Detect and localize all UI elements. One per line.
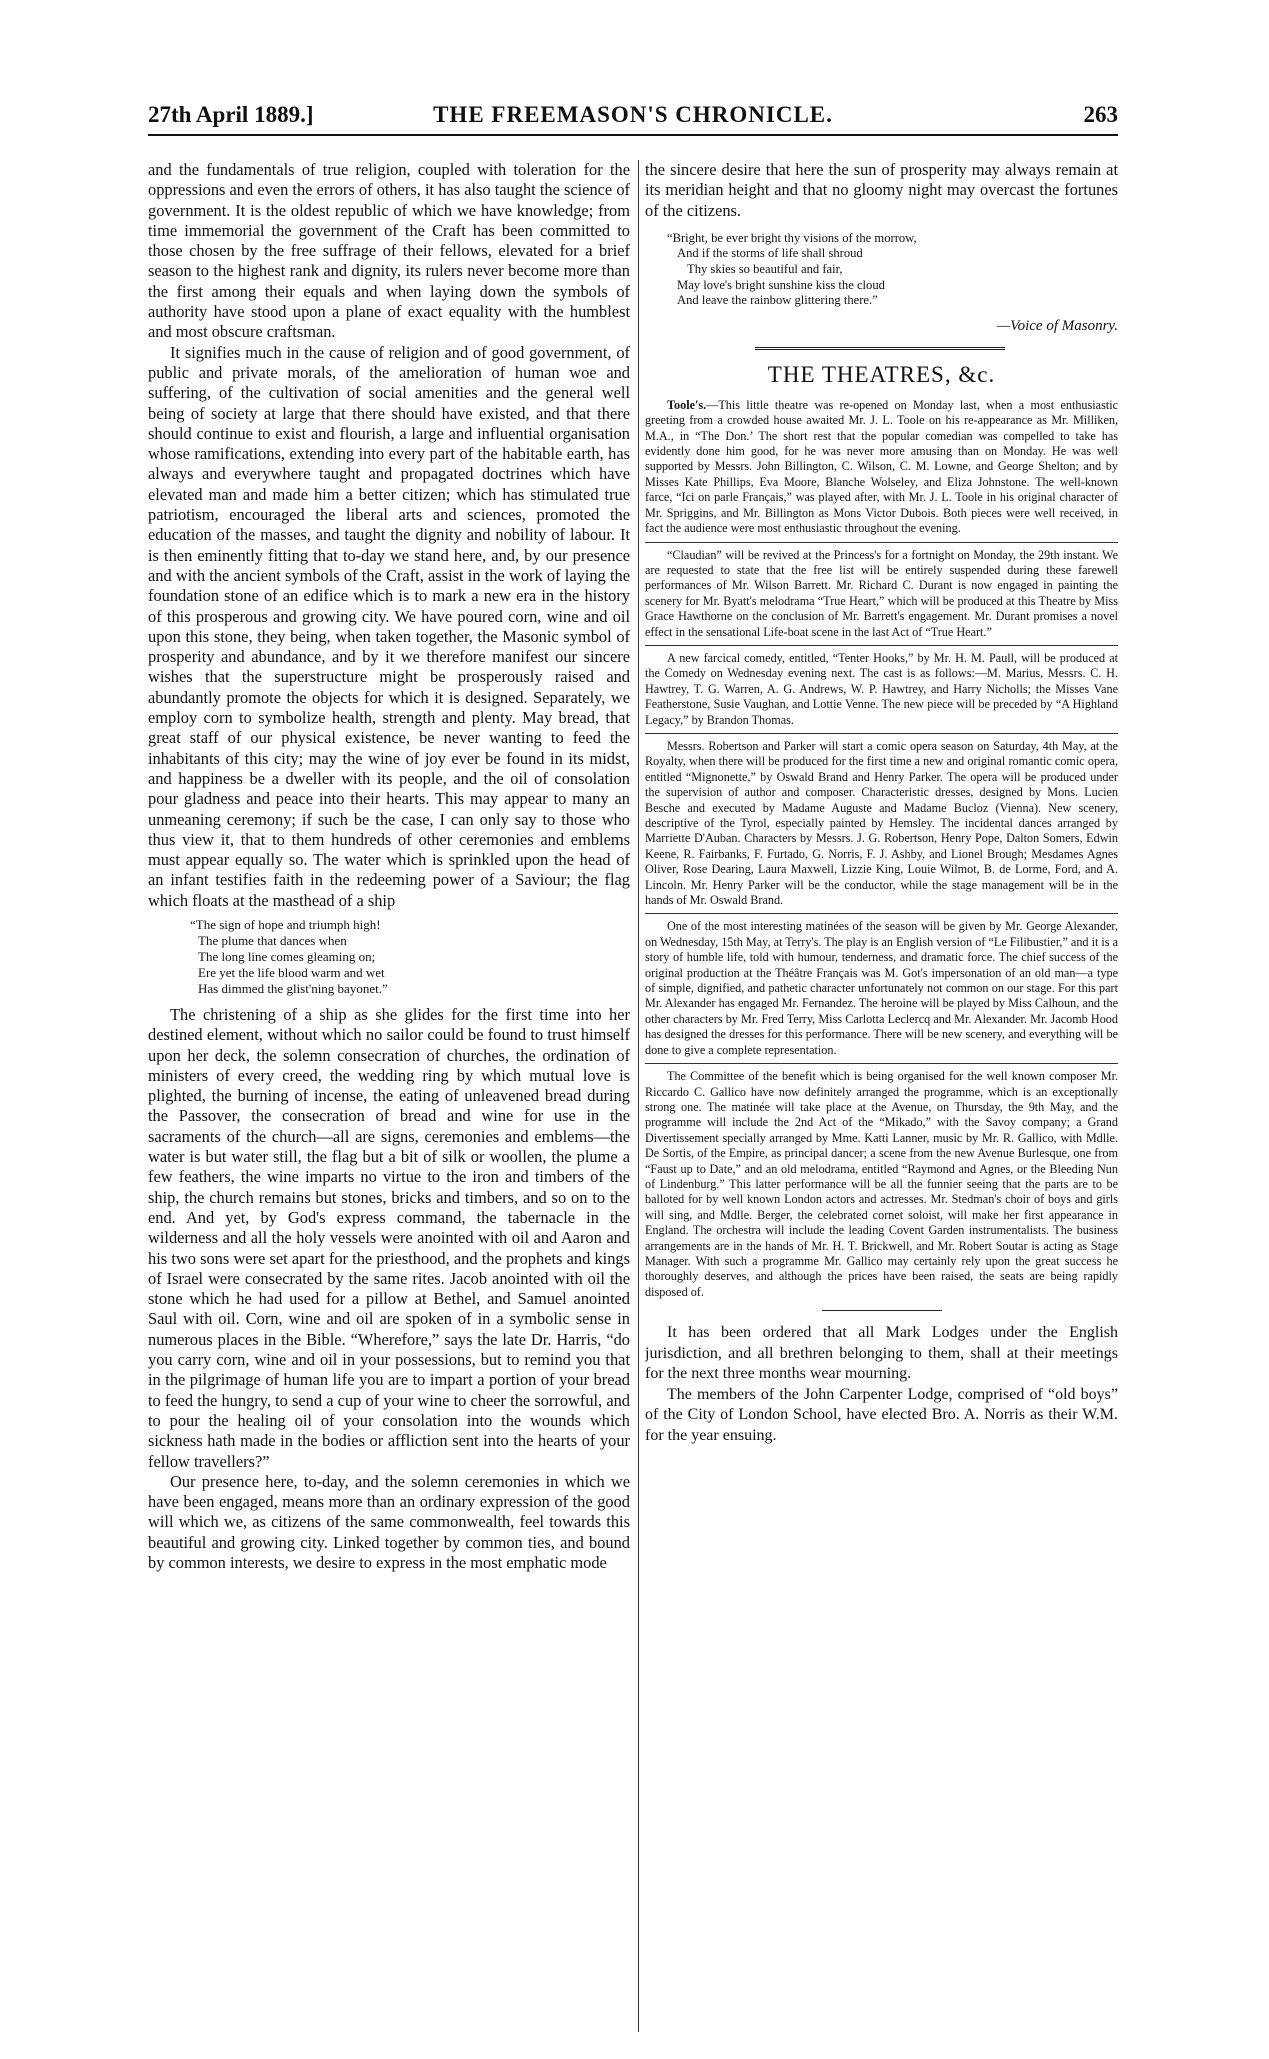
right-verse-line-3: Thy skies so beautiful and fair, (687, 262, 843, 277)
theatre-item-matinee: One of the most interesting matinées of the season will be given by Mr. George Alexander, on Wednesday, 15th May, at Terry's. The play is an English version of “Le Filibustier,” and it is a story of humble life, told with humour, tenderness, and dramatic force. The chief success of the original production at the Théâtre Français was M. Got's impersonation of an old man—a type of simple, dignified, and pathetic character unfortunately not common on our stage. For this part Mr. Alexander has engaged Mr. Fernandez. The heroine will be played by Miss Calhoun, and the other characters by Mr. Fred Terry, Miss Carlotta Leclercq and Mr. Alexander. Mr. Jacomb Hood has designed the dresses for this performance. There will be new scenery, and everything will be done to give a complete representation. (645, 919, 1118, 1057)
right-verse-line-2: And if the storms of life shall shroud (677, 246, 863, 261)
theatre-item-toole (645, 398, 1118, 537)
theatre-item-gallico-benefit: The Committee of the benefit which is being organised for the well known composer Mr. Riccardo C. Gallico have now definitely arranged the programme, which is an exceptionally strong one. The matinée will take place at the Avenue, on Thursday, the 9th May, and the programme will include the 2nd Act of the “Mikado,” with the Savoy company; a Grand Divertissement specially arranged by Mme. Katti Lanner, music by Mr. R. Gallico, with Mdlle. De Sortis, of the Empire, as principal dancer; a scene from the new Avenue Burlesque, one from “Faust up to Date,” and an old melodrama, entitled “Raymond and Agnes, or the Bleeding Nun of Lindenburg.” This latter performance will be all the funnier seeing that the parts are to be balloted for by well known London actors and actresses. Mr. Stedman's choir of boys and girls will sing, and Mdlle. Berger, the celebrated cornet soloist, will make her first appearance in England. The orchestra will include the leading Covent Garden instrumentalists. The business arrangements are in the hands of Mr. H. T. Brickwell, and Mr. Robert Soutar is acting as Stage Manager. With such a programme Mr. Gallico may certainly rely upon the great success he thoroughly deserves, and although the prices have been raised, the seats are being rapidly disposed of. (645, 1069, 1118, 1299)
masthead (148, 100, 1118, 130)
item-separator (645, 542, 1118, 543)
left-verse-line-2: The plume that dances when (198, 932, 347, 948)
masthead-rule (148, 134, 1118, 136)
left-column (148, 160, 630, 2032)
left-verse-line-4: Ere yet the life blood warm and wet (198, 964, 385, 980)
right-verse-line-1: “Bright, be ever bright thy visions of the morrow, (667, 230, 917, 245)
theatre-item-tenter-hooks: A new farcical comedy, entitled, “Tenter Hooks,” by Mr. H. M. Paull, will be produced at the Comedy on Wednesday evening next. The cast is as follows:—M. Marius, Messrs. C. H. Hawtrey, T. G. Warren, A. G. Andrews, W. P. Hawtrey, and Harry Nicholls; the Misses Vane Featherstone, Susie Vaughan, and Lottie Venne. The new piece will be preceded by “A Highland Legacy,” by Brandon Thomas. (645, 650, 1118, 727)
left-verse (190, 917, 630, 997)
notice-mark-lodges: It has been ordered that all Mark Lodges under the English jurisdiction, and all brethren belonging to them, shall at their meetings for the next three months wear mourning. (645, 1324, 1118, 1383)
left-verse-line-5: Has dimmed the glist'ning bayonet.” (198, 980, 388, 996)
item-text: —This little theatre was re-opened on Monday last, when a most enthusiastic greeting from a crowded house awaited Mr. J. L. Toole on his re-appearance as Mr. Milliken, M.A., in “The Don.’ The short rest that the popular comedian was compelled to take has evidently done him good, for he was never more amusing than on Monday. He was well supported by Messrs. John Billington, C. Wilson, C. M. Lowne, and George Shelton; and by Misses Kate Phillips, Eva Moore, Blanche Wolseley, and Eliza Johnstone. The well-known farce, “Ici on parle Français,” was played after, with Mr. J. L. Toole in his original character of Mr. Spriggins, and Mr. Billington as Mons Victor Dubois. Both pieces were well received, in fact the audience were most enthusiastic throughout the evening. (645, 397, 1118, 536)
right-column (645, 160, 1118, 2032)
item-separator (645, 733, 1118, 734)
left-para-3: The christening of a ship as she glides for the first time into her destined element, without which no sailor could be found to trust himself upon her deck, the solemn consecration of churches, the ordination of ministers of every creed, the wedding ring by which mutual love is plighted, the burning of incense, the eating of unleavened bread during the Passover, the consecration of bread and wine for use in the sacraments of the church—all are signs, ceremonies and emblems—the water is but water still, the flag but a bit of silk or woollen, the plume a few feathers, the wine imparts no virtue to the iron and timbers of the ship, the church remains but stones, bricks and timbers, and so on to the end. And yet, by God's express command, the tabernacle in the wilderness and all the holy vessels were anointed with oil and Aaron and his two sons were set apart for the priesthood, and the prophets and kings of Israel were consecrated by the same rites. Jacob anointed with oil the stone which he had used for a pillow at Bethel, and Samuel anointed Saul with oil. Corn, wine and oil are spoken of in a symbolic sense in numerous places in the Bible. “Wherefore,” says the late Dr. Harris, “do you carry corn, wine and oil in your possessions, but to remind you that in the pilgrimage of human life you are to impart a portion of your bread to feed the hungry, to send a cup of your wine to cheer the sorrowful, and to pour the healing oil of your consolation into the wounds which sickness hath made in the bodies or affliction sent into the hearts of your fellow travellers?” (148, 1004, 630, 1471)
left-para-2: It signifies much in the cause of religion and of good government, of public and private morals, of the amelioration of human woe and suffering, of the cultivation of social amenities and the general well being of society at large that there should have existed, and that there should continue to exist and flourish, a large and influential organisation whose ramifications, extending into every part of the habitable earth, has always and everywhere taught and propagated doctrines which have elevated man and made him a better citizen; which has stimulated true patriotism, encouraged the liberal arts and sciences, promoted the education of the masses, and taught the dignity and nobility of labour. It is then eminently fitting that to-day we stand here, and, by our presence and with the ancient symbols of the Craft, assist in the work of laying the foundation stone of an edifice which is to mark a new era in the history of this prosperous and growing city. We have poured corn, wine and oil upon this stone, they being, when taken together, the Masonic symbol of prosperity and abundance, and by it we therefore manifest our sincere wishes that the superstructure might be prosperously raised and abundantly promote the objects for which it is designed. Separately, we employ corn to symbolize health, strength and plenty. May bread, that great staff of our physical existence, be never wanting to feed the inhabitants of this city; may the wine of joy ever be found in its midst, and happiness be a dweller with its people, and the oil of consolation pour gladness and peace into their hearts. This may appear to many an unmeaning ceremony; if such be the case, I can only say to those who thus view it, that to them hundreds of other ceremonies and emblems must appear equally so. The water which is sprinkled upon the head of an infant testifies faith in the redeeming power of a Saviour; the flag which floats at the masthead of a ship (148, 342, 630, 910)
section-end-rule (822, 1310, 942, 1311)
item-separator (645, 1063, 1118, 1064)
page-number: 263 (1083, 102, 1118, 127)
notice-john-carpenter-lodge: The members of the John Carpenter Lodge, comprised of “old boys” of the City of London School, have elected Bro. A. Norris as their W.M. for the year ensuing. (645, 1385, 1118, 1444)
theatre-item-royalty: Messrs. Robertson and Parker will start a comic opera season on Saturday, 4th May, at the Royalty, when there will be produced for the first time a new and original romantic comic opera, entitled “Mignonette,” by Oswald Brand and Henry Parker. The opera will be produced under the supervision of author and composer. Characteristic dresses, designed by Mons. Lucien Besche and executed by Madame Auguste and Madame Bucloz (Vienna). New scenery, descriptive of the Tyrol, especially painted by Hemsley. The incidental dances arranged by Marriette D'Auban. Characters by Messrs. J. G. Robertson, Henry Pope, Dalton Somers, Edwin Keene, R. Fairbanks, F. Furtado, G. Norris, F. J. Ashby, and Lionel Brough; Mesdames Agnes Oliver, Rose Dearing, Laura Maxwell, Lizzie King, Louie Wilmot, B. de Lorme, Ford, and A. Lincoln. Mr. Henry Parker will be the conductor, while the stage management will be in the hands of Mr. Oswald Brand. (645, 738, 1118, 908)
right-verse-line-4: May love's bright sunshine kiss the cloud (677, 277, 885, 292)
right-verse-line-5: And leave the rainbow glittering there.” (677, 293, 878, 308)
column-divider (638, 160, 639, 2032)
item-separator (645, 645, 1118, 646)
right-verse (667, 231, 1118, 309)
theatre-item-claudian: “Claudian” will be revived at the Princess's for a fortnight on Monday, the 29th instant. We are requested to state that the free list will be entirely suspended during these farewell performances of Mr. Wilson Barrett. Mr. Richard C. Durant is now engaged in painting the scenery for Mr. Byatt's melodrama “True Heart,” which will be produced at this Theatre by Miss Grace Hawthorne on the conclusion of Mr. Barrett's engagement. Mr. Durant promises a novel effect in the sensational Life-boat scene in the last Act of “True Heart.” (645, 547, 1118, 639)
right-intro: the sincere desire that here the sun of prosperity may always remain at its meridian height and that no gloomy night may overcast the fortunes of the citizens. (645, 160, 1118, 220)
left-verse-line-1: “The sign of hope and triumph high! (190, 916, 381, 932)
verse-attribution: —Voice of Masonry. (996, 317, 1118, 334)
left-para-1: and the fundamentals of true religion, coupled with toleration for the oppressions and even the errors of others, it has also taught the science of government. It is the oldest republic of which we have knowledge; from time immemorial the government of the Craft has been committed to those chosen by the free suffrage of their fellows, elevated for a brief season to the highest rank and dignity, its rulers never become more than the first among their equals and when laying down the symbols of authority have stood upon a plane of exact equality with the humblest and most obscure craftsman. (148, 160, 630, 342)
left-verse-line-3: The long line comes gleaming on; (198, 948, 376, 964)
item-separator (645, 913, 1118, 914)
section-double-rule (755, 347, 1005, 352)
section-title: THE THEATRES, &c. (767, 361, 996, 387)
item-run-in-heading: Toole's. (667, 397, 707, 412)
issue-date: 27th April 1889.] (148, 102, 314, 127)
left-para-4: Our presence here, to-day, and the solemn ceremonies in which we have been engaged, means more than an ordinary expression of the good will which we, as citizens of the same commonwealth, feel towards this beautiful and growing city. Linked together by common ties, and bound by common interests, we desire to express in the most emphatic mode (148, 1471, 630, 1572)
publication-title: THE FREEMASON'S CHRONICLE. (433, 102, 833, 127)
